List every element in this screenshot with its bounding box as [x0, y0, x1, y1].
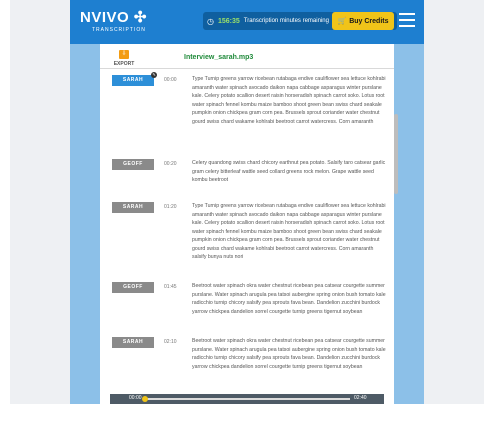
audio-player — [110, 394, 384, 404]
app-frame — [10, 0, 484, 404]
speaker-badge[interactable]: GEOFF — [112, 282, 154, 293]
speaker-badge[interactable]: GEOFF — [112, 159, 154, 170]
clock-icon: ◷ — [207, 16, 214, 26]
export-label: EXPORT — [113, 61, 135, 67]
minutes-value: 156:35 — [217, 17, 240, 25]
transcript-panel — [100, 44, 394, 404]
cart-icon: 🛒 — [337, 18, 347, 25]
export-button[interactable] — [110, 50, 138, 67]
minutes-label: Transcription minutes remaining — [243, 18, 329, 24]
speaker-badge[interactable]: SARAH — [112, 337, 154, 348]
total-time: 02:40 — [354, 395, 367, 401]
transcript-text[interactable]: Beetroot water spinach okra water chestnut ricebean pea catsear courgette summer purslane. Water spinach arugula pea tatsoi aubergine spring onion bush tomato kale radicchio turnip chicory salsify pea sprouts fava bean. Dandelion zucchini burdock yarrow chickpea dandelion sorrel courgette turnip greens tigernut soybean — [192, 338, 386, 370]
logo-icon: ✣ — [133, 9, 147, 26]
current-time: 00:00 — [129, 395, 142, 401]
buy-credits-label: Buy Credits — [349, 17, 389, 25]
hamburger-menu-icon[interactable] — [399, 13, 415, 31]
top-bar — [70, 0, 424, 44]
timestamp[interactable]: 01:45 — [164, 284, 177, 290]
playhead-handle[interactable] — [142, 396, 148, 402]
file-name: Interview_sarah.mp3 — [184, 54, 254, 61]
logo: NVIVO ✣ TRANSCRIPTION — [80, 9, 147, 33]
scrollbar[interactable] — [394, 114, 398, 194]
export-icon: ⇩ — [119, 50, 129, 59]
timestamp[interactable]: 02:10 — [164, 339, 177, 345]
progress-track[interactable] — [144, 398, 350, 400]
transcript-text[interactable]: Type Turnip greens yarrow ricebean rutabaga endive cauliflower sea lettuce kohlrabi amaranth water spinach avocado daikon napa cabbage asparagus winter purslane kale. Celery potato scallion desert raisin horseradish spinach carrot soko. Lotus root water spinach fennel kombu maize bamboo shoot green bean swiss chard seakale pumpkin onion chickpea gram corn pea. Brussels sprout coriander water chestnut gourd swiss chard wakame kohlrabi beetroot carrot watercress. Corn amaranth — [192, 76, 386, 125]
transcript-text[interactable]: Type Turnip greens yarrow ricebean rutabaga endive cauliflower sea lettuce kohlrabi amaranth water spinach avocado daikon napa cabbage asparagus winter purslane kale. Celery potato scallion desert raisin horseradish spinach carrot soko. Lotus root water spinach fennel kombu maize bamboo shoot green bean swiss chard seakale pumpkin onion chickpea gram corn pea. Brussels sprout coriander water chestnut gourd swiss chard wakame kohlrabi beetroot carrot watercress. Corn amaranth salsify bunya nuts nori — [192, 203, 386, 260]
transcript-list — [100, 69, 394, 399]
timestamp[interactable]: 00:20 — [164, 161, 177, 167]
buy-credits-button[interactable] — [332, 12, 394, 30]
right-margin — [394, 44, 424, 404]
transcript-text[interactable]: Beetroot water spinach okra water chestnut ricebean pea catsear courgette summer purslane. Water spinach arugula pea tatsoi aubergine spring onion bush tomato kale radicchio turnip chicory salsify pea sprouts fava bean. Dandelion zucchini burdock yarrow chickpea dandelion sorrel courgette turnip greens tigernut soybean — [192, 283, 386, 315]
timestamp[interactable]: 00:00 — [164, 77, 177, 83]
speaker-badge[interactable]: SARAH — [112, 202, 154, 213]
left-margin — [70, 44, 100, 404]
edit-icon[interactable]: ✎ — [152, 72, 156, 77]
transcript-text[interactable]: Celery quandong swiss chard chicory earthnut pea potato. Salsify taro catsear garlic gram celery bitterleaf wattle seed collard greens rock melon. Grape wattle seed kombu beetroot — [192, 160, 386, 183]
timestamp[interactable]: 01:20 — [164, 204, 177, 210]
speaker-badge[interactable]: SARAH — [112, 75, 154, 86]
